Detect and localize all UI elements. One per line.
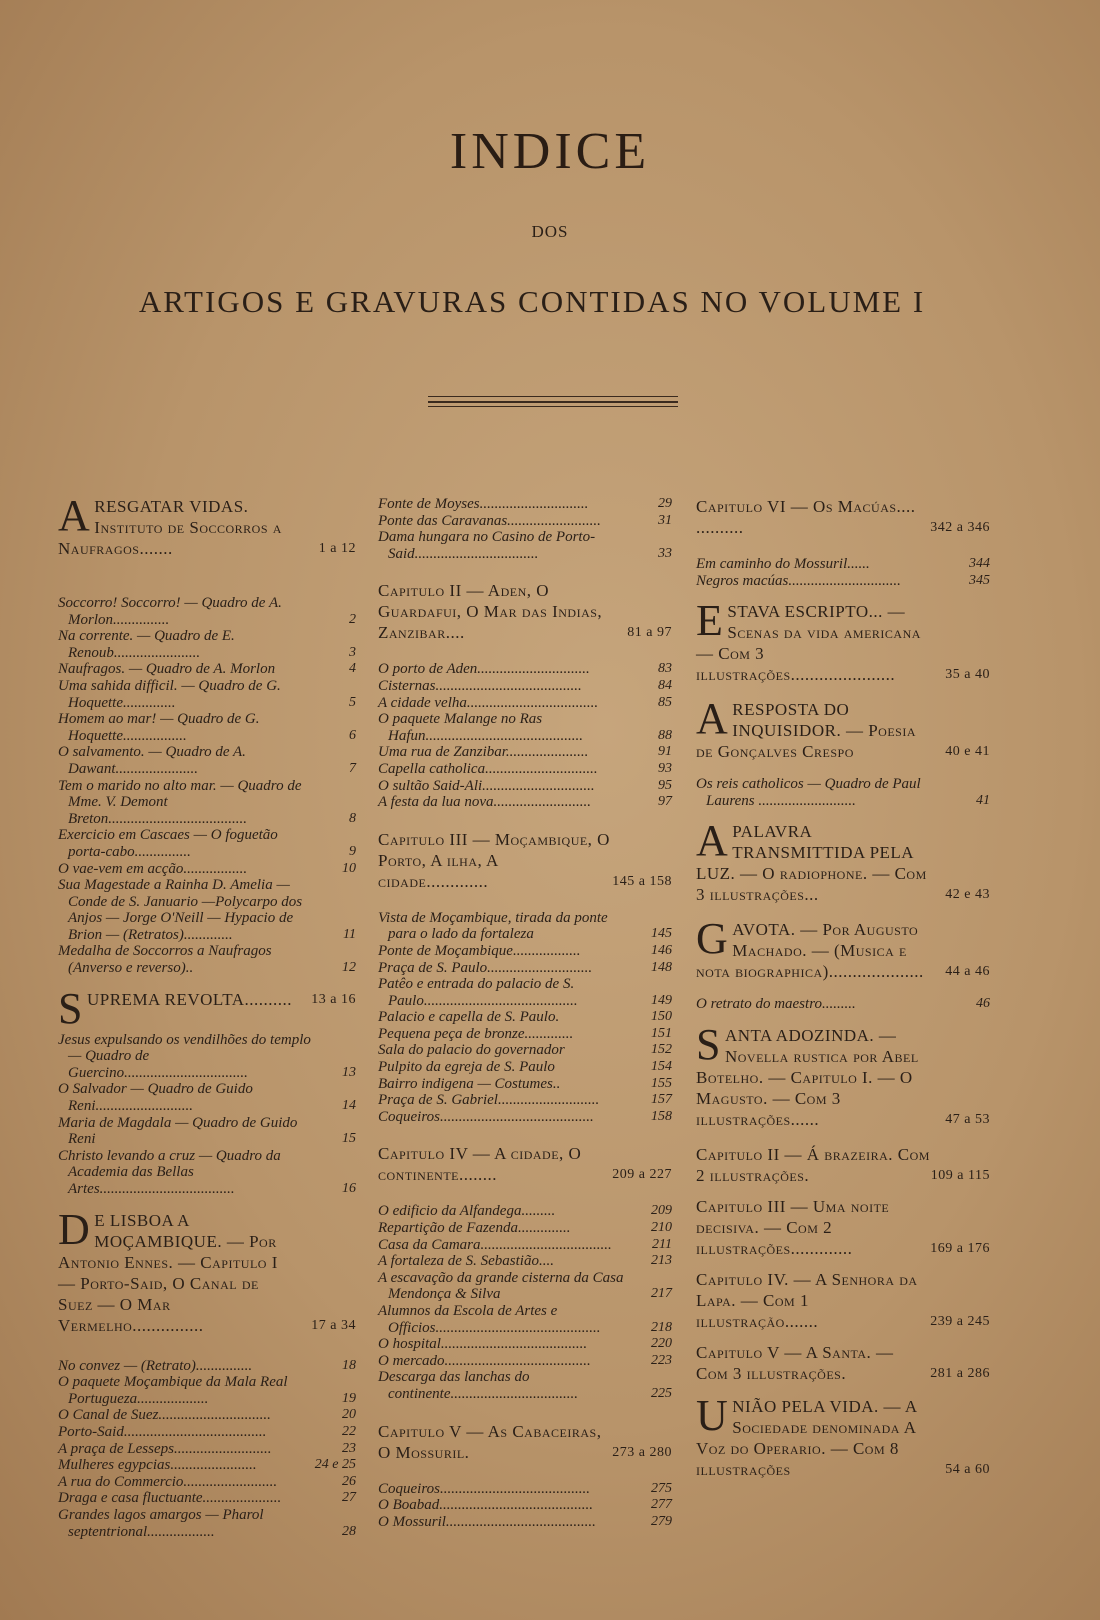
index-item: Descarga das lanchas do continente.................................. 225 xyxy=(378,1369,672,1402)
index-item: Homem ao mar! — Quadro de G. Hoquette................. 6 xyxy=(58,711,356,744)
index-item: Porto-Said...................................... 22 xyxy=(58,1423,356,1440)
index-item: Sua Magestade a Rainha D. Amelia — Conde de S. Januario —Polycarpo dos Anjos — Jorge O'Neill — Hypacio de Brion — (Retratos)............. 11 xyxy=(58,877,356,943)
drop-cap: E xyxy=(696,596,724,646)
index-item: O Mossuril........................................ 279 xyxy=(378,1513,672,1530)
list-gavota xyxy=(696,996,990,1013)
entry-estava-escripto xyxy=(696,596,990,685)
entry-title: E LISBOA A MOÇAMBIQUE. — Por Antonio Ennes. — Capitulo I — Porto-Said, O Canal de Suez — O Mar Vermelho............... xyxy=(58,1210,278,1335)
index-item: Praça de S. Paulo............................ 148 xyxy=(378,959,672,976)
ornament-rule xyxy=(428,401,678,403)
index-item: Uma rua de Zanzibar...................... 91 xyxy=(378,744,672,761)
index-item: Casa da Camara................................... 211 xyxy=(378,1236,672,1253)
index-item: Dama hungara no Casino de Porto-Said................................. 33 xyxy=(378,529,672,562)
entry-title: ANTA ADOZINDA. — Novella rustica por Abel Botelho. — Capitulo I. — O Magusto. — Com 3 illustrações...... xyxy=(696,1025,919,1129)
chapter-heading: Capitulo V — A Santa. — Com 3 illustrações. 281 a 286 xyxy=(696,1342,990,1383)
index-item: A escavação da grande cisterna da Casa Mendonça & Silva 217 xyxy=(378,1269,672,1303)
index-column-2 xyxy=(378,496,672,1530)
entry-de-lisboa-a-mocambique xyxy=(58,1204,356,1336)
index-column-1 xyxy=(58,491,356,1540)
index-item: O edificio da Alfandega......... 209 xyxy=(378,1203,672,1220)
index-item: O vae-vem em acção................. 10 xyxy=(58,860,356,877)
index-item: Em caminho do Mossuril...... 344 xyxy=(696,556,990,572)
entry-title: RESPOSTA DO INQUISIDOR. — Poesia de Gonçalves Crespo xyxy=(696,700,916,762)
page-title: INDICE xyxy=(449,123,651,180)
index-item: Maria de Magdala — Quadro de Guido Reni 15 xyxy=(58,1114,356,1148)
index-item: A cidade velha................................... 85 xyxy=(378,694,672,711)
index-item: O hospital....................................... 220 xyxy=(378,1336,672,1353)
chapter-heading: Capitulo III — Uma noite decisiva. — Com 2 illustrações............. 169 a 176 xyxy=(696,1196,990,1258)
index-item: Coqueiros......................................... 158 xyxy=(378,1108,672,1125)
drop-cap: A xyxy=(696,816,729,866)
entry-a-resgatar-vidas xyxy=(58,491,356,559)
index-column-3 xyxy=(696,496,990,1494)
index-item: Palacio e capella de S. Paulo. 150 xyxy=(378,1009,672,1026)
index-item: Praça de S. Gabriel........................... 157 xyxy=(378,1092,672,1109)
index-item: Capella catholica.............................. 93 xyxy=(378,760,672,777)
entry-pages: 1 a 12 xyxy=(318,541,356,556)
index-item: Vista de Moçambique, tirada da ponte para o lado da fortaleza 145 xyxy=(378,909,672,943)
index-item: Cisternas....................................... 84 xyxy=(378,677,672,694)
list-de-lisboa xyxy=(58,1358,356,1541)
ornament-rule xyxy=(428,406,678,407)
entry-a-resposta-do-inquisidor xyxy=(696,694,990,762)
chapter-heading: Capitulo VI — Os Macúas.... .......... 342 a 346 xyxy=(696,497,990,537)
index-item: Jesus expulsando os vendilhões do templo — Quadro de Guercino................................. 13 xyxy=(58,1031,356,1081)
index-item: O salvamento. — Quadro de A. Dawant...................... 7 xyxy=(58,744,356,777)
entry-title: STAVA ESCRIPTO... — Scenas da vida americana — Com 3 illustrações...................... xyxy=(696,602,921,685)
chapter-heading: Capitulo IV — A cidade, O continente........ 209 a 227 xyxy=(378,1144,672,1185)
index-item: Exercicio em Cascaes — O foguetão porta-cabo............... 9 xyxy=(58,827,356,860)
entry-pages: 42 e 43 xyxy=(945,887,990,903)
index-item: O paquete Malange no Ras Hafun.......................................... 88 xyxy=(378,711,672,744)
index-item: O paquete Moçambique da Mala Real Portugueza................... 19 xyxy=(58,1374,356,1407)
index-item: Ponte das Caravanas......................... 31 xyxy=(378,512,672,529)
entry-pages: 17 a 34 xyxy=(311,1317,356,1333)
ornament-rule xyxy=(428,396,678,397)
drop-cap: S xyxy=(696,1019,721,1069)
index-item: Patêo e entrada do palacio de S. Paulo......................................... 149 xyxy=(378,976,672,1009)
index-item: Fonte de Moyses............................. 29 xyxy=(378,496,672,512)
index-item: Alumnos da Escola de Artes e Officios............................................ 218 xyxy=(378,1303,672,1336)
list-capitulo-3 xyxy=(378,910,672,1126)
drop-cap: A xyxy=(58,491,91,540)
entry-pages: 13 a 16 xyxy=(311,991,356,1007)
index-item: A festa da lua nova.......................... 97 xyxy=(378,794,672,811)
entry-title: PALAVRA TRANSMITTIDA PELA LUZ. — O radiophone. — Com 3 illustrações... xyxy=(696,822,927,905)
index-item: Christo levando a cruz — Quadro da Academia das Bellas Artes.................................... 16 xyxy=(58,1147,356,1197)
index-item: Negros macúas.............................. 345 xyxy=(696,572,990,589)
entry-pages: 35 a 40 xyxy=(945,667,990,683)
chapter-heading: Capitulo II — Aden, O Guardafui, O Mar das Indias, Zanzibar.... 81 a 97 xyxy=(378,581,672,643)
entry-title: AVOTA. — Por Augusto Machado. — (Musica e nota biographica).................... xyxy=(696,920,924,982)
chapter-heading: Capitulo IV. — A Senhora da Lapa. — Com 1 illustração....... 239 a 245 xyxy=(696,1269,990,1331)
index-item: A fortaleza de S. Sebastião.... 213 xyxy=(378,1253,672,1270)
index-item: Naufragos. — Quadro de A. Morlon 4 xyxy=(58,661,356,678)
list-suprema-revolta xyxy=(58,1032,356,1198)
index-item: Na corrente. — Quadro de E. Renoub....................... 3 xyxy=(58,628,356,661)
index-item: A rua do Commercio......................... 26 xyxy=(58,1473,356,1490)
entry-title: UPREMA REVOLTA.......... xyxy=(86,989,293,1009)
entry-pages: 44 a 46 xyxy=(945,964,990,980)
entry-pages: 40 e 41 xyxy=(945,744,990,760)
index-item: Tem o marido no alto mar. — Quadro de Mme. V. Demont Breton..................................... 8 xyxy=(58,777,356,827)
index-item: Os reis catholicos — Quadro de Paul Laurens .......................... 41 xyxy=(696,776,990,809)
index-item: O Canal de Suez.............................. 20 xyxy=(58,1407,356,1424)
entry-pages: 47 a 53 xyxy=(945,1111,990,1127)
index-item: O porto de Aden.............................. 83 xyxy=(378,661,672,678)
entry-title: RESGATAR VIDAS. Instituto de Soccorros a Naufragos....... xyxy=(58,497,282,558)
index-item: O Boabad......................................... 277 xyxy=(378,1497,672,1514)
entry-pages: 54 a 60 xyxy=(945,1461,990,1477)
drop-cap: U xyxy=(696,1390,729,1440)
list-a-resposta xyxy=(696,776,990,809)
drop-cap: D xyxy=(58,1204,91,1254)
index-item: Sala do palacio do governador 152 xyxy=(378,1042,672,1059)
entry-a-palavra-transmittida xyxy=(696,816,990,905)
list-capitulo-2 xyxy=(378,661,672,810)
chapter-heading: Capitulo II — Á brazeira. Com 2 illustrações. 109 a 115 xyxy=(696,1144,990,1185)
index-item: Soccorro! Soccorro! — Quadro de A. Morlon............... 2 xyxy=(58,595,356,628)
entry-uniao-pela-vida xyxy=(696,1390,990,1480)
page-subtitle-dos: DOS xyxy=(531,222,569,241)
index-item: O retrato do maestro......... 46 xyxy=(696,996,990,1013)
entry-santa-adozinda xyxy=(696,1019,990,1130)
index-item: Bairro indigena — Costumes.. 155 xyxy=(378,1075,672,1092)
index-item: Mulheres egypcias....................... 24 e 25 xyxy=(58,1457,356,1474)
list-capitulo-4 xyxy=(378,1203,672,1402)
chapter-heading: Capitulo III — Moçambique, O Porto, A ilha, A cidade............. 145 a 158 xyxy=(378,829,672,891)
list-a-resgatar xyxy=(58,595,356,977)
drop-cap: A xyxy=(696,694,729,744)
index-item: Uma sahida difficil. — Quadro de G. Hoquette.............. 5 xyxy=(58,677,356,711)
list-capitulo-5 xyxy=(378,1481,672,1531)
index-item: Coqueiros........................................ 275 xyxy=(378,1480,672,1497)
chapter-heading: Capitulo V — As Cabaceiras, O Mossuril. 273 a 280 xyxy=(378,1421,672,1462)
entry-suprema-revolta xyxy=(58,983,356,1033)
entry-title: NIÃO PELA VIDA. — A Sociedade denominada A Voz do Operario. — Com 8 illustrações xyxy=(696,1396,917,1479)
index-item: Repartição de Fazenda.............. 210 xyxy=(378,1220,672,1237)
index-item: O mercado....................................... 223 xyxy=(378,1352,672,1369)
index-item: A praça de Lesseps.......................... 23 xyxy=(58,1440,356,1457)
index-item: Grandes lagos amargos — Pharol septentrional.................. 28 xyxy=(58,1506,356,1540)
list-capitulo-6 xyxy=(696,556,990,589)
list-continuation xyxy=(378,496,672,562)
index-item: No convez — (Retrato)............... 18 xyxy=(58,1357,356,1374)
page-subtitle: ARTIGOS E GRAVURAS CONTIDAS NO VOLUME I xyxy=(138,284,926,319)
entry-gavota xyxy=(696,914,990,982)
index-item: O Salvador — Quadro de Guido Reni.......................... 14 xyxy=(58,1081,356,1115)
index-item: Draga e casa fluctuante..................... 27 xyxy=(58,1490,356,1507)
drop-cap: S xyxy=(58,983,83,1033)
index-item: Pulpito da egreja de S. Paulo 154 xyxy=(378,1059,672,1076)
index-item: Medalha de Soccorros a Naufragos (Anverso e reverso).. 12 xyxy=(58,943,356,977)
index-item: Ponte de Moçambique.................. 146 xyxy=(378,942,672,959)
drop-cap: G xyxy=(696,914,729,964)
index-item: Pequena peça de bronze............. 151 xyxy=(378,1025,672,1042)
index-item: O sultão Said-Ali.............................. 95 xyxy=(378,777,672,794)
